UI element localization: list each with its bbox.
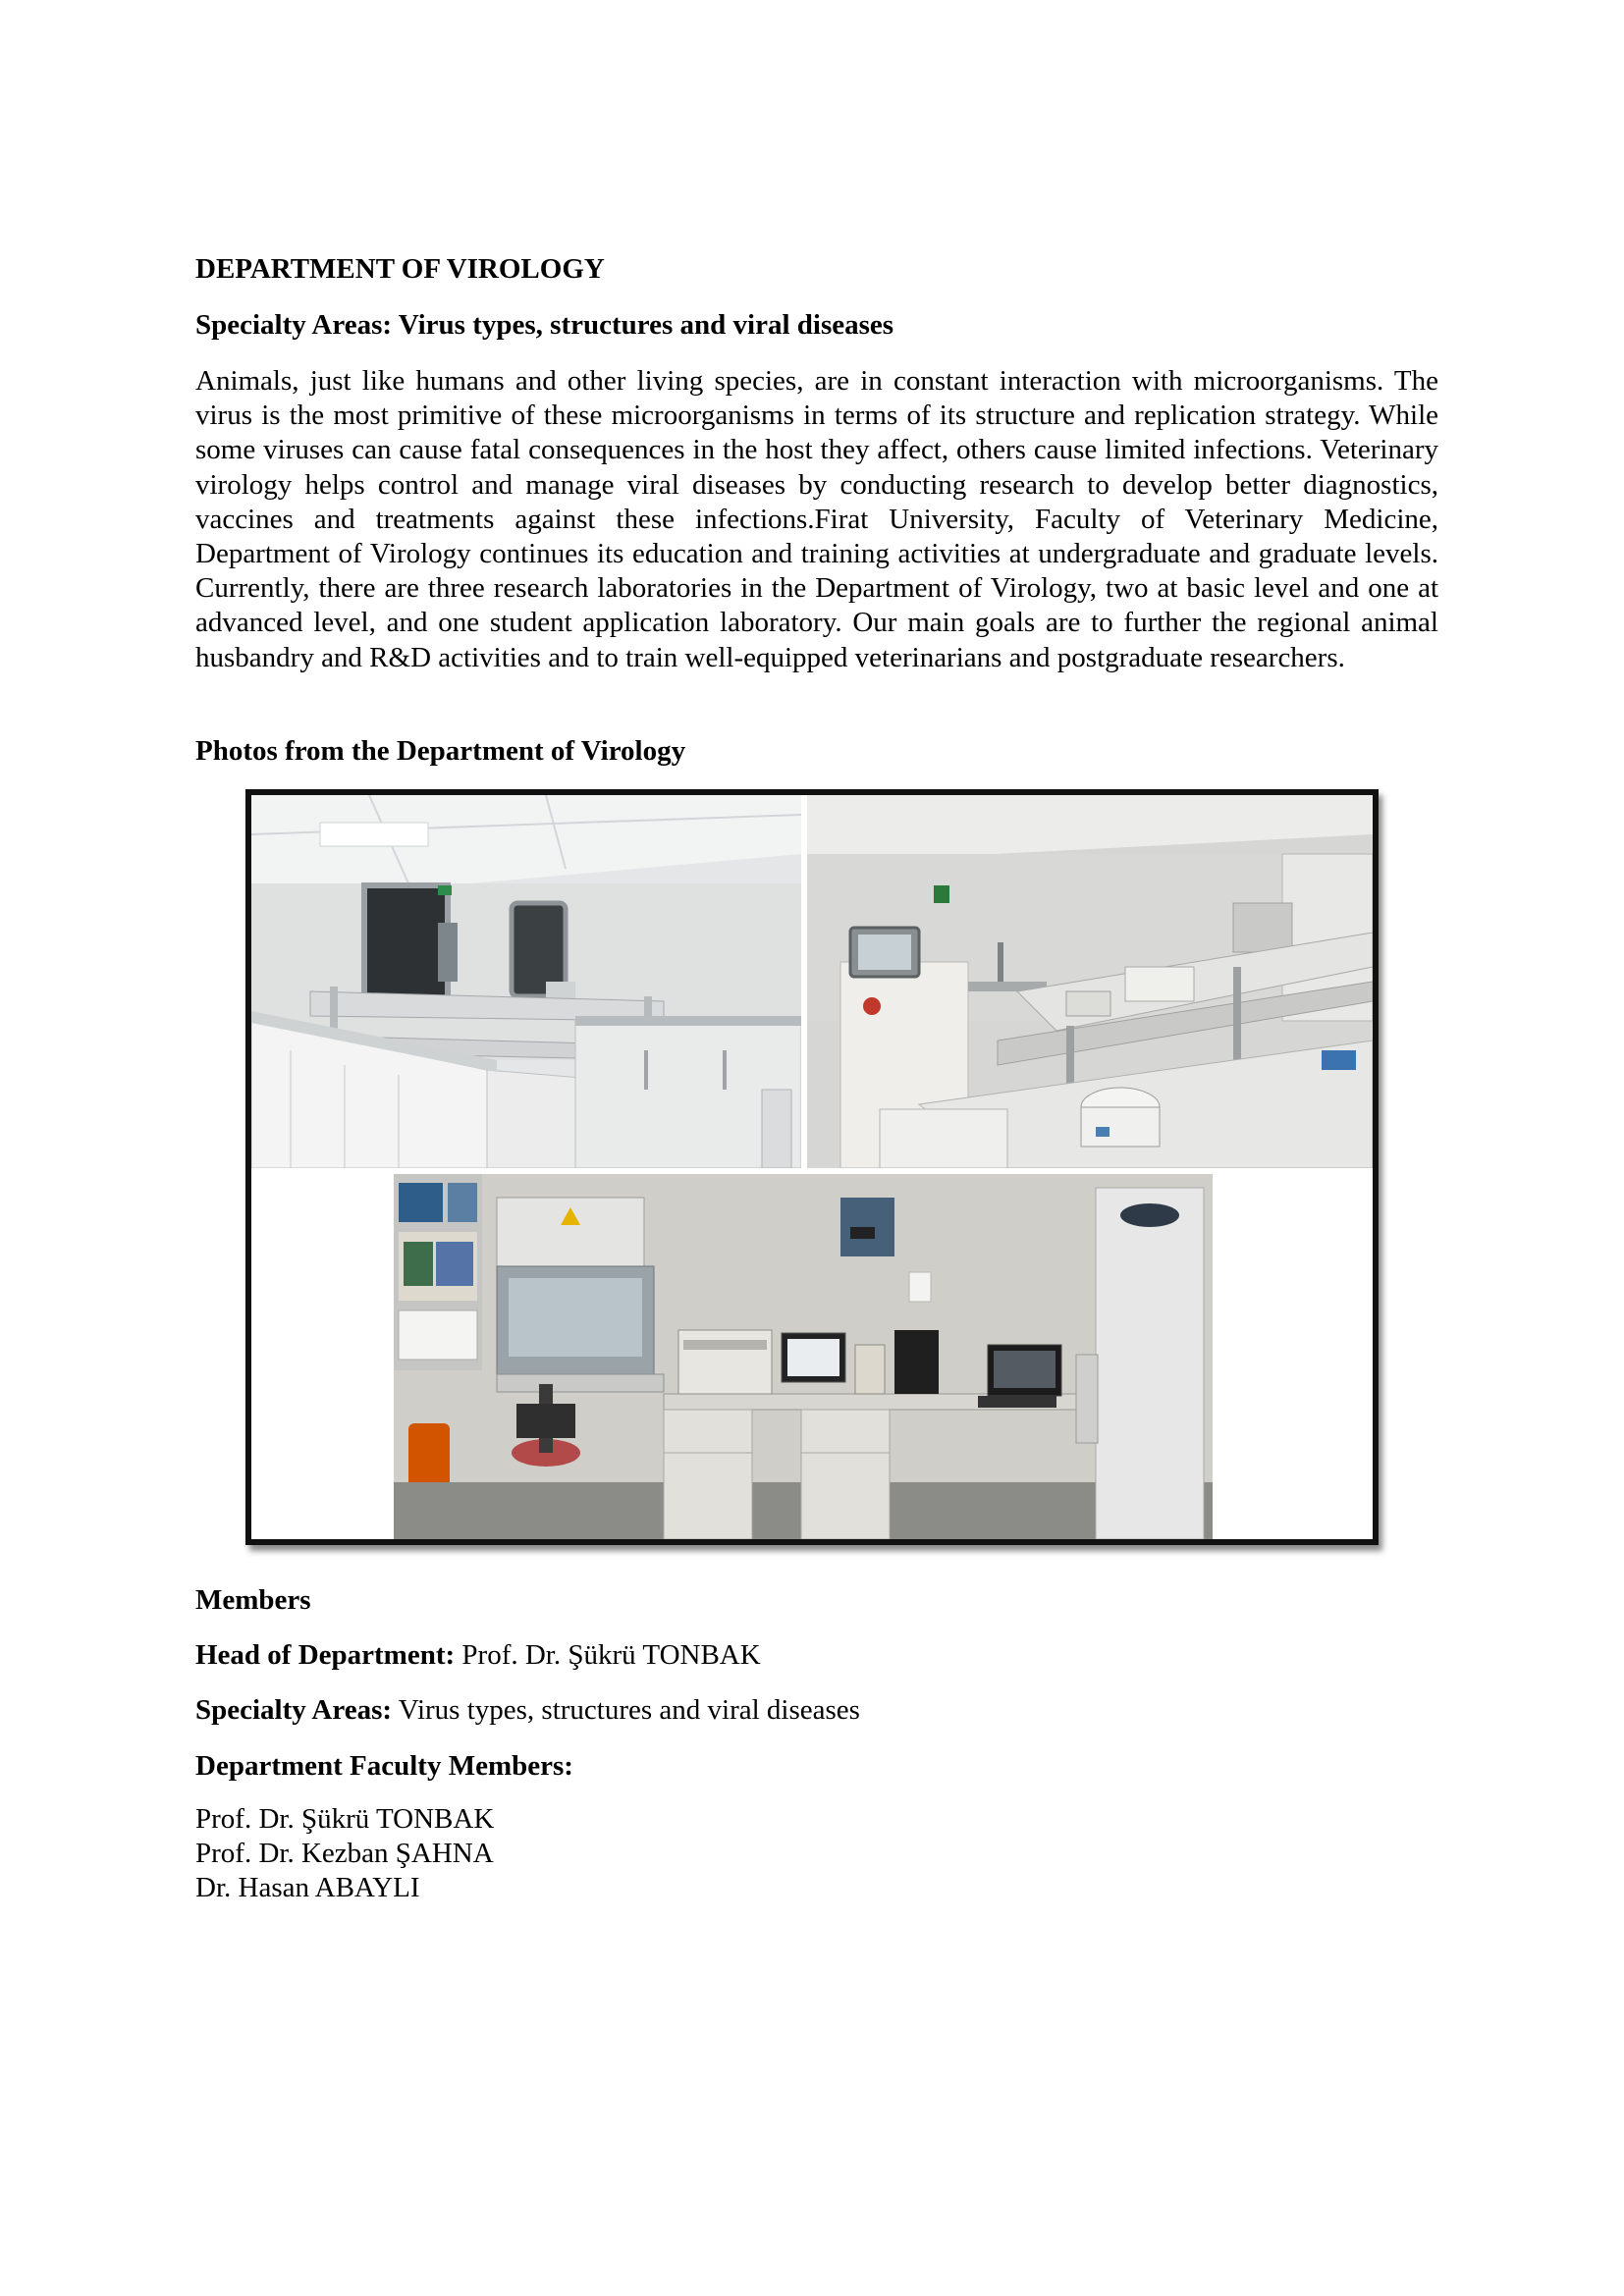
lab-photo-bottom xyxy=(394,1174,1213,1539)
head-value: Prof. Dr. Şükrü TONBAK xyxy=(455,1639,761,1671)
members-heading: Members xyxy=(195,1584,311,1616)
specialty-value: Virus types, structures and viral diseases xyxy=(392,1694,860,1726)
photos-heading: Photos from the Department of Virology xyxy=(195,735,686,767)
page-title: DEPARTMENT OF VIROLOGY xyxy=(195,253,605,285)
lab-photo-right xyxy=(807,795,1373,1168)
faculty-member: Prof. Dr. Şükrü TONBAK xyxy=(195,1803,495,1835)
intro-paragraph: Animals, just like humans and other living species, are in constant interaction with microorganisms. The virus is the most primitive of these microorganisms in terms of its structure and replication strategy. While some viruses can cause fatal consequences in the host they affect, others cause limited infections. Veterinary virology helps control and manage viral diseases by conducting research to develop better diagnostics, vaccines and treatments against these infections.Firat University, Faculty of Veterinary Medicine, Department of Virology continues its education and training activities at undergraduate and graduate levels. Currently, there are three research laboratories in the Department of Virology, two at basic level and one at advanced level, and one student application laboratory. Our main goals are to further the regional animal husbandry and R&D activities and to train well-equipped veterinarians and postgraduate researchers. xyxy=(195,365,1438,673)
lab-photo-collage xyxy=(245,789,1379,1545)
lab-photo-left xyxy=(251,795,801,1168)
specialty-label: Specialty Areas: xyxy=(195,1694,393,1726)
member-specialty-areas xyxy=(195,1692,860,1728)
faculty-list xyxy=(195,1802,494,1905)
faculty-member: Prof. Dr. Kezban ŞAHNA xyxy=(195,1838,494,1869)
specialty-heading: Specialty Areas: Virus types, structures and viral diseases xyxy=(195,309,894,341)
faculty-member: Dr. Hasan ABAYLI xyxy=(195,1872,420,1903)
lab-photos-illustration xyxy=(251,795,1373,1539)
head-label: Head of Department: xyxy=(195,1639,456,1671)
head-of-department xyxy=(195,1637,761,1673)
faculty-heading: Department Faculty Members: xyxy=(195,1750,573,1782)
